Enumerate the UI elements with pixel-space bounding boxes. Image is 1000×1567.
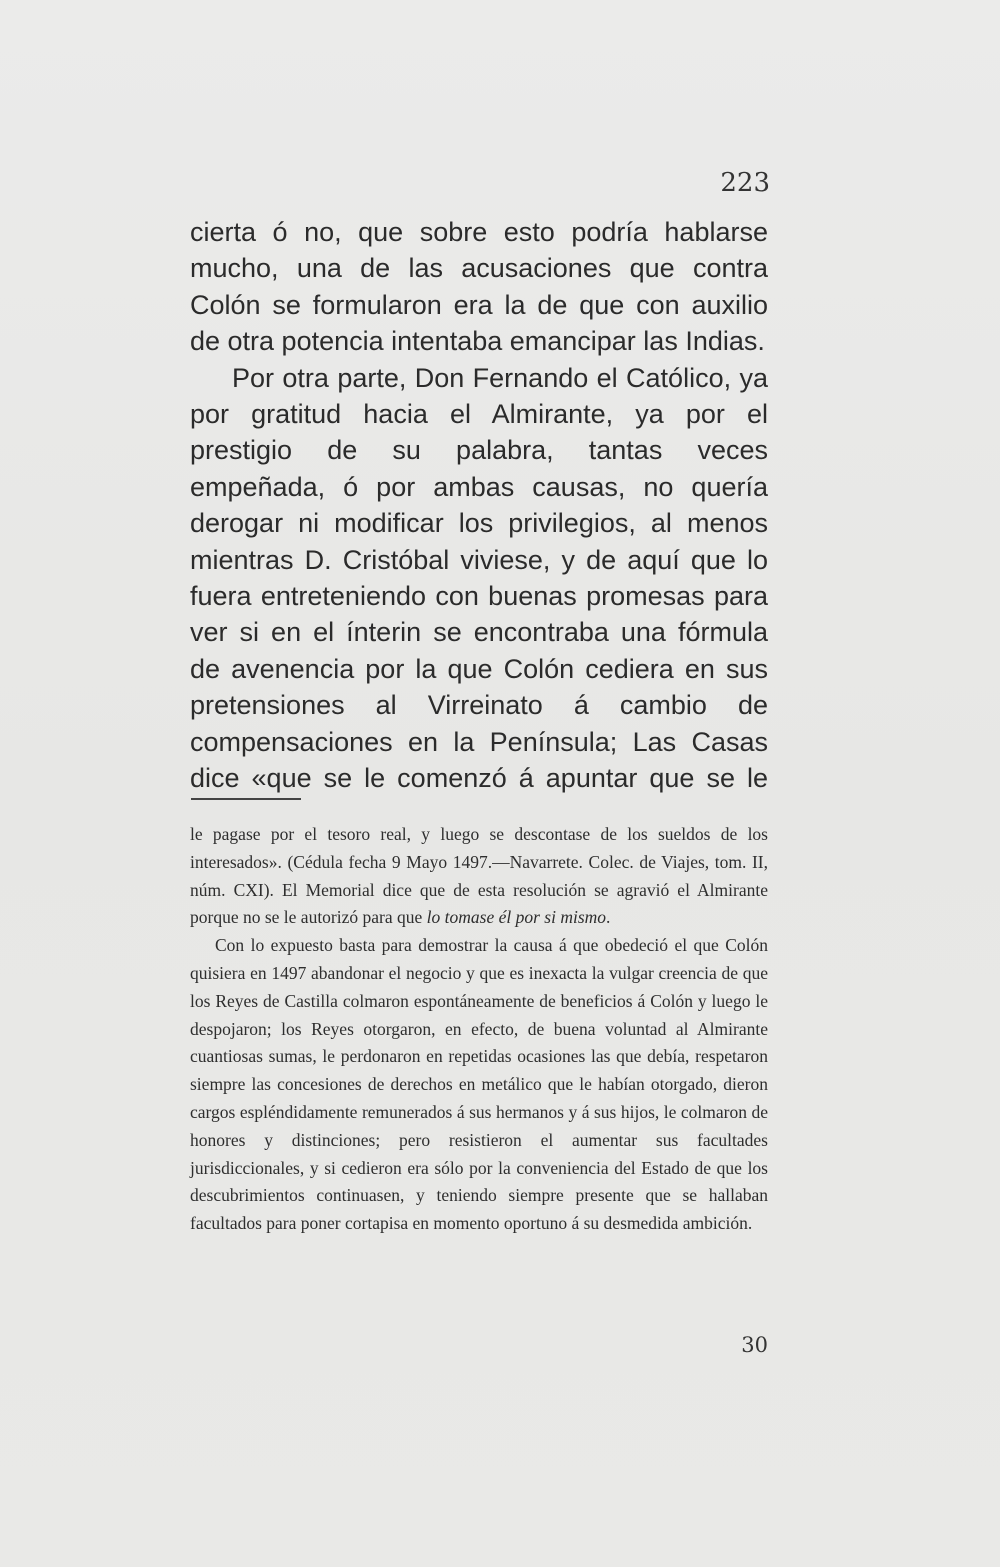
main-text <box>190 214 768 797</box>
footnote-paragraph <box>190 821 768 932</box>
footnote-text: le pagase por el tesoro real, y luego se descontase de los sueldos de los interesados». (Cédula fecha 9 Mayo 1497.—Navarrete. Colec. de Viajes, tom. II, núm. CXI). El Memorial dice que de esta resolución se agravió el Almirante porque no se le autorizó para que <box>190 824 768 928</box>
footnote-divider <box>191 798 301 800</box>
footnotes <box>190 821 768 1238</box>
printer-signature-mark: 30 <box>741 1333 768 1357</box>
main-paragraph: cierta ó no, que sobre esto podría hablarse mucho, una de las acusaciones que contra Colón se formularon era la de que con auxilio de otra potencia intentaba emancipar las Indias. <box>190 217 768 357</box>
footnote-italic-text: lo tomase él por si mismo <box>426 907 607 928</box>
page-number: 223 <box>720 168 770 198</box>
footnote-period: . <box>606 907 611 928</box>
footnote-paragraph: Con lo expuesto basta para demostrar la causa á que obedeció el que Colón quisiera en 1497 abandonar el negocio y que es inexacta la vulgar creencia de que los Reyes de Castilla colmaron espontáneamente de beneficios á Colón y luego le despojaron; los Reyes otorgaron, en efecto, de buena voluntad al Almirante cuantiosas sumas, le perdonaron en repetidas ocasiones las que debía, respetaron siempre las concesiones de derechos en metálico que le habían otorgado, dieron cargos espléndidamente remunerados á sus hermanos y á sus hijos, le colmaron de honores y distinciones; pero resistieron el aumentar sus facultades jurisdiccionales, y si cedieron era sólo por la conveniencia del Estado de que los descubrimientos continuasen, y teniendo siempre presente que se hallaban facultados para poner cortapisa en momento oportuno á su desmedida ambición. <box>190 935 768 1234</box>
main-paragraph: Por otra parte, Don Fernando el Católico, ya por gratitud hacia el Almirante, ya por el prestigio de su palabra, tantas veces empeñada, ó por ambas causas, no quería derogar ni modificar los privilegios, al menos mientras D. Cristóbal viviese, y de aquí que lo fuera entreteniendo con buenas promesas para ver si en el ínterin se encontraba una fórmula de avenencia por la que Colón cediera en sus pretensiones al Virreinato á cambio de compensaciones en la Península; Las Casas dice «que se le comenzó á apuntar que se le <box>190 362 768 794</box>
